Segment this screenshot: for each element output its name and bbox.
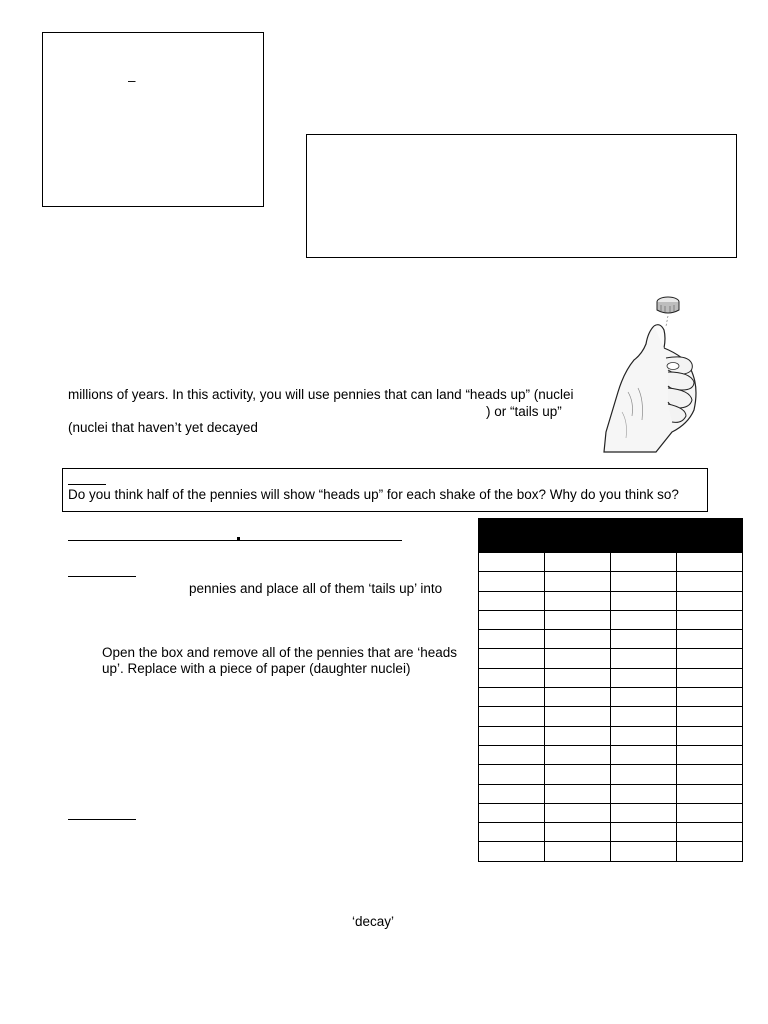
step-heading-rule-1 bbox=[68, 576, 136, 577]
table-cell[interactable] bbox=[545, 630, 611, 649]
table-row bbox=[479, 745, 743, 764]
table-cell[interactable] bbox=[611, 842, 677, 861]
table-cell[interactable] bbox=[611, 707, 677, 726]
step-1-text: pennies and place all of them ‘tails up’ into bbox=[189, 581, 443, 596]
table-cell[interactable] bbox=[677, 553, 743, 572]
table-row bbox=[479, 726, 743, 745]
table-row bbox=[479, 803, 743, 822]
table-cell[interactable] bbox=[677, 572, 743, 591]
table-cell[interactable] bbox=[677, 726, 743, 745]
table-cell[interactable] bbox=[479, 572, 545, 591]
table-cell[interactable] bbox=[611, 823, 677, 842]
table-cell[interactable] bbox=[479, 803, 545, 822]
table-cell[interactable] bbox=[611, 553, 677, 572]
table-cell[interactable] bbox=[545, 803, 611, 822]
table-cell[interactable] bbox=[545, 668, 611, 687]
table-cell[interactable] bbox=[611, 726, 677, 745]
table-row bbox=[479, 823, 743, 842]
table-cell[interactable] bbox=[545, 784, 611, 803]
step-2-text: Open the box and remove all of the pennies that are ‘heads up’. Replace with a piece of paper (daughter nuclei) bbox=[102, 645, 457, 676]
table-cell[interactable] bbox=[545, 572, 611, 591]
table-cell[interactable] bbox=[545, 688, 611, 707]
table-grid bbox=[478, 552, 743, 862]
step-heading-rule-2 bbox=[68, 819, 136, 820]
table-cell[interactable] bbox=[545, 707, 611, 726]
table-cell[interactable] bbox=[611, 784, 677, 803]
right-answer-box bbox=[306, 134, 737, 258]
table-row bbox=[479, 572, 743, 591]
question-text: Do you think half of the pennies will show “heads up” for each shake of the box? Why do you think so? bbox=[68, 487, 679, 502]
table-cell[interactable] bbox=[479, 668, 545, 687]
intro-line-1: millions of years. In this activity, you will use pennies that can land “heads up” (nuclei bbox=[68, 387, 574, 402]
table-cell[interactable] bbox=[677, 630, 743, 649]
table-cell[interactable] bbox=[611, 591, 677, 610]
procedure-heading-tick bbox=[237, 537, 240, 540]
box-dash: – bbox=[128, 73, 136, 88]
table-cell[interactable] bbox=[677, 688, 743, 707]
table-cell[interactable] bbox=[611, 572, 677, 591]
table-cell[interactable] bbox=[611, 803, 677, 822]
table-cell[interactable] bbox=[545, 842, 611, 861]
table-cell[interactable] bbox=[479, 842, 545, 861]
table-row bbox=[479, 610, 743, 629]
table-cell[interactable] bbox=[611, 688, 677, 707]
table-row bbox=[479, 668, 743, 687]
intro-line-3: (nuclei that haven’t yet decayed bbox=[68, 420, 258, 435]
table-cell[interactable] bbox=[545, 765, 611, 784]
table-cell[interactable] bbox=[479, 610, 545, 629]
procedure-heading-rule bbox=[68, 540, 402, 541]
table-cell[interactable] bbox=[677, 668, 743, 687]
question-box bbox=[62, 468, 708, 512]
table-cell[interactable] bbox=[479, 707, 545, 726]
table-row bbox=[479, 765, 743, 784]
intro-line-2: ) or “tails up” bbox=[486, 404, 562, 419]
table-cell[interactable] bbox=[479, 553, 545, 572]
table-cell[interactable] bbox=[545, 610, 611, 629]
decay-word: ‘decay’ bbox=[352, 914, 395, 929]
table-cell[interactable] bbox=[611, 765, 677, 784]
table-row bbox=[479, 630, 743, 649]
table-cell[interactable] bbox=[611, 745, 677, 764]
table-cell[interactable] bbox=[545, 553, 611, 572]
table-row bbox=[479, 784, 743, 803]
table-row bbox=[479, 553, 743, 572]
table-cell[interactable] bbox=[479, 745, 545, 764]
table-cell[interactable] bbox=[677, 823, 743, 842]
table-row bbox=[479, 688, 743, 707]
table-cell[interactable] bbox=[677, 649, 743, 668]
table-cell[interactable] bbox=[677, 803, 743, 822]
left-answer-box bbox=[42, 32, 264, 207]
table-cell[interactable] bbox=[545, 726, 611, 745]
table-cell[interactable] bbox=[677, 765, 743, 784]
table-cell[interactable] bbox=[677, 610, 743, 629]
table-header-bar bbox=[478, 518, 743, 552]
table-cell[interactable] bbox=[545, 649, 611, 668]
table-row bbox=[479, 649, 743, 668]
table-cell[interactable] bbox=[545, 591, 611, 610]
table-cell[interactable] bbox=[677, 784, 743, 803]
table-row bbox=[479, 707, 743, 726]
table-cell[interactable] bbox=[677, 745, 743, 764]
table-cell[interactable] bbox=[611, 668, 677, 687]
table-row bbox=[479, 591, 743, 610]
table-cell[interactable] bbox=[611, 610, 677, 629]
table-cell[interactable] bbox=[545, 745, 611, 764]
table-cell[interactable] bbox=[479, 784, 545, 803]
table-cell[interactable] bbox=[677, 591, 743, 610]
table-row bbox=[479, 842, 743, 861]
table-cell[interactable] bbox=[677, 842, 743, 861]
table-cell[interactable] bbox=[479, 726, 545, 745]
table-cell[interactable] bbox=[545, 823, 611, 842]
data-table bbox=[478, 518, 743, 862]
table-cell[interactable] bbox=[479, 591, 545, 610]
table-cell[interactable] bbox=[479, 823, 545, 842]
question-label-rule bbox=[68, 484, 106, 485]
table-cell[interactable] bbox=[677, 707, 743, 726]
table-cell[interactable] bbox=[479, 765, 545, 784]
hand-flipping-coin-icon bbox=[598, 292, 708, 454]
table-cell[interactable] bbox=[479, 630, 545, 649]
table-cell[interactable] bbox=[479, 688, 545, 707]
table-cell[interactable] bbox=[479, 649, 545, 668]
table-cell[interactable] bbox=[611, 649, 677, 668]
table-cell[interactable] bbox=[611, 630, 677, 649]
